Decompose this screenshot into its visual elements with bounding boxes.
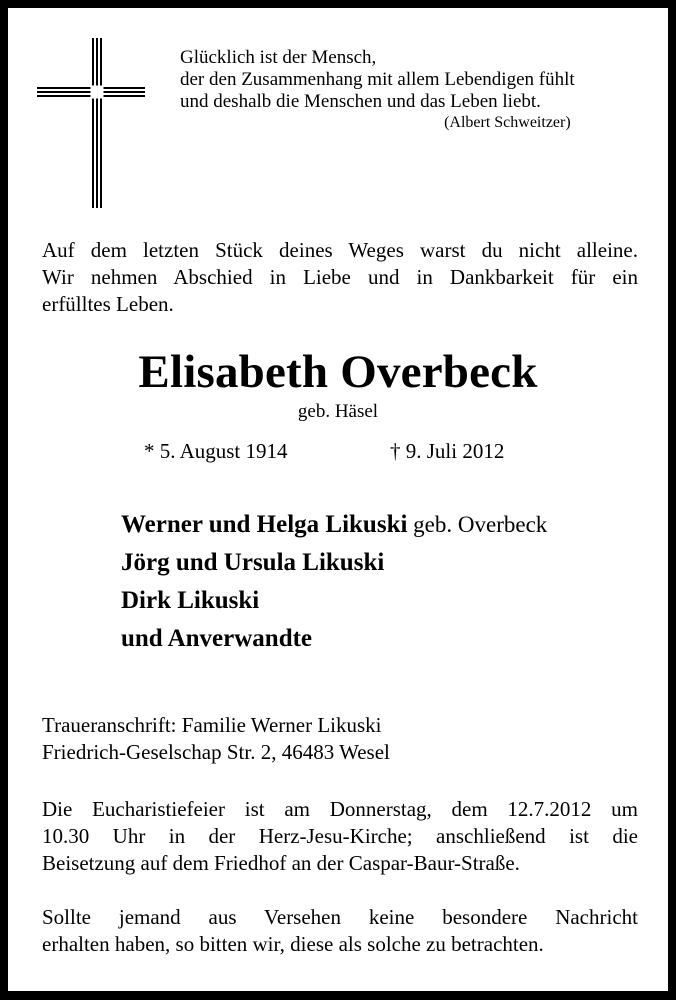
mourner-name: und Anverwandte — [121, 625, 313, 652]
service-line: 10.30 Uhr in der Herz-Jesu-Kirche; anschließend ist die — [42, 824, 638, 848]
quote-line: der den Zusammenhang mit allem Lebendigen fühlt — [180, 69, 575, 90]
quote-line: Glücklich ist der Mensch, — [180, 47, 377, 68]
mourner-entry — [121, 506, 547, 544]
birth-date: * 5. August 1914 — [144, 439, 288, 463]
service-line: Die Eucharistiefeier ist am Donnerstag, dem 12.7.2012 um — [42, 797, 638, 821]
mourners-list — [121, 506, 547, 658]
intro-line: Auf dem letzten Stück deines Weges warst du nicht alleine. — [42, 238, 638, 262]
mourner-suffix: geb. Overbeck — [407, 512, 548, 537]
deceased-name: Elisabeth Overbeck — [138, 346, 538, 398]
mourner-name: Werner und Helga Likuski — [121, 511, 408, 538]
service-paragraph — [42, 796, 638, 877]
service-line: Beisetzung auf dem Friedhof an der Caspar-Baur-Straße. — [42, 851, 520, 875]
quote-line: und deshalb die Menschen und das Leben liebt. — [180, 91, 541, 112]
mourner-entry — [121, 620, 547, 658]
notice-line: Sollte jemand aus Versehen keine besondere Nachricht — [42, 905, 638, 929]
intro-paragraph — [42, 237, 638, 318]
intro-line: erfülltes Leben. — [42, 292, 174, 316]
mourning-address — [42, 712, 390, 766]
mourner-name: Jörg und Ursula Likuski — [121, 549, 385, 576]
death-date: † 9. Juli 2012 — [390, 439, 505, 463]
mourner-entry — [121, 582, 547, 620]
address-line: Friedrich-Geselschap Str. 2, 46483 Wesel — [42, 740, 390, 764]
address-line: Traueranschrift: Familie Werner Likuski — [42, 713, 382, 737]
epigraph-quote — [180, 47, 575, 133]
latin-cross-icon — [37, 38, 145, 208]
maiden-name: geb. Häsel — [297, 401, 379, 422]
intro-line: Wir nehmen Abschied in Liebe und in Dankbarkeit für ein — [42, 265, 638, 289]
mourner-entry — [121, 544, 547, 582]
obituary-notice — [8, 8, 668, 991]
notice-line: erhalten haben, so bitten wir, diese als solche zu betrachten. — [42, 932, 544, 956]
quote-author: (Albert Schweitzer) — [444, 114, 571, 131]
mourner-name: Dirk Likuski — [121, 587, 260, 614]
notice-paragraph — [42, 904, 638, 958]
